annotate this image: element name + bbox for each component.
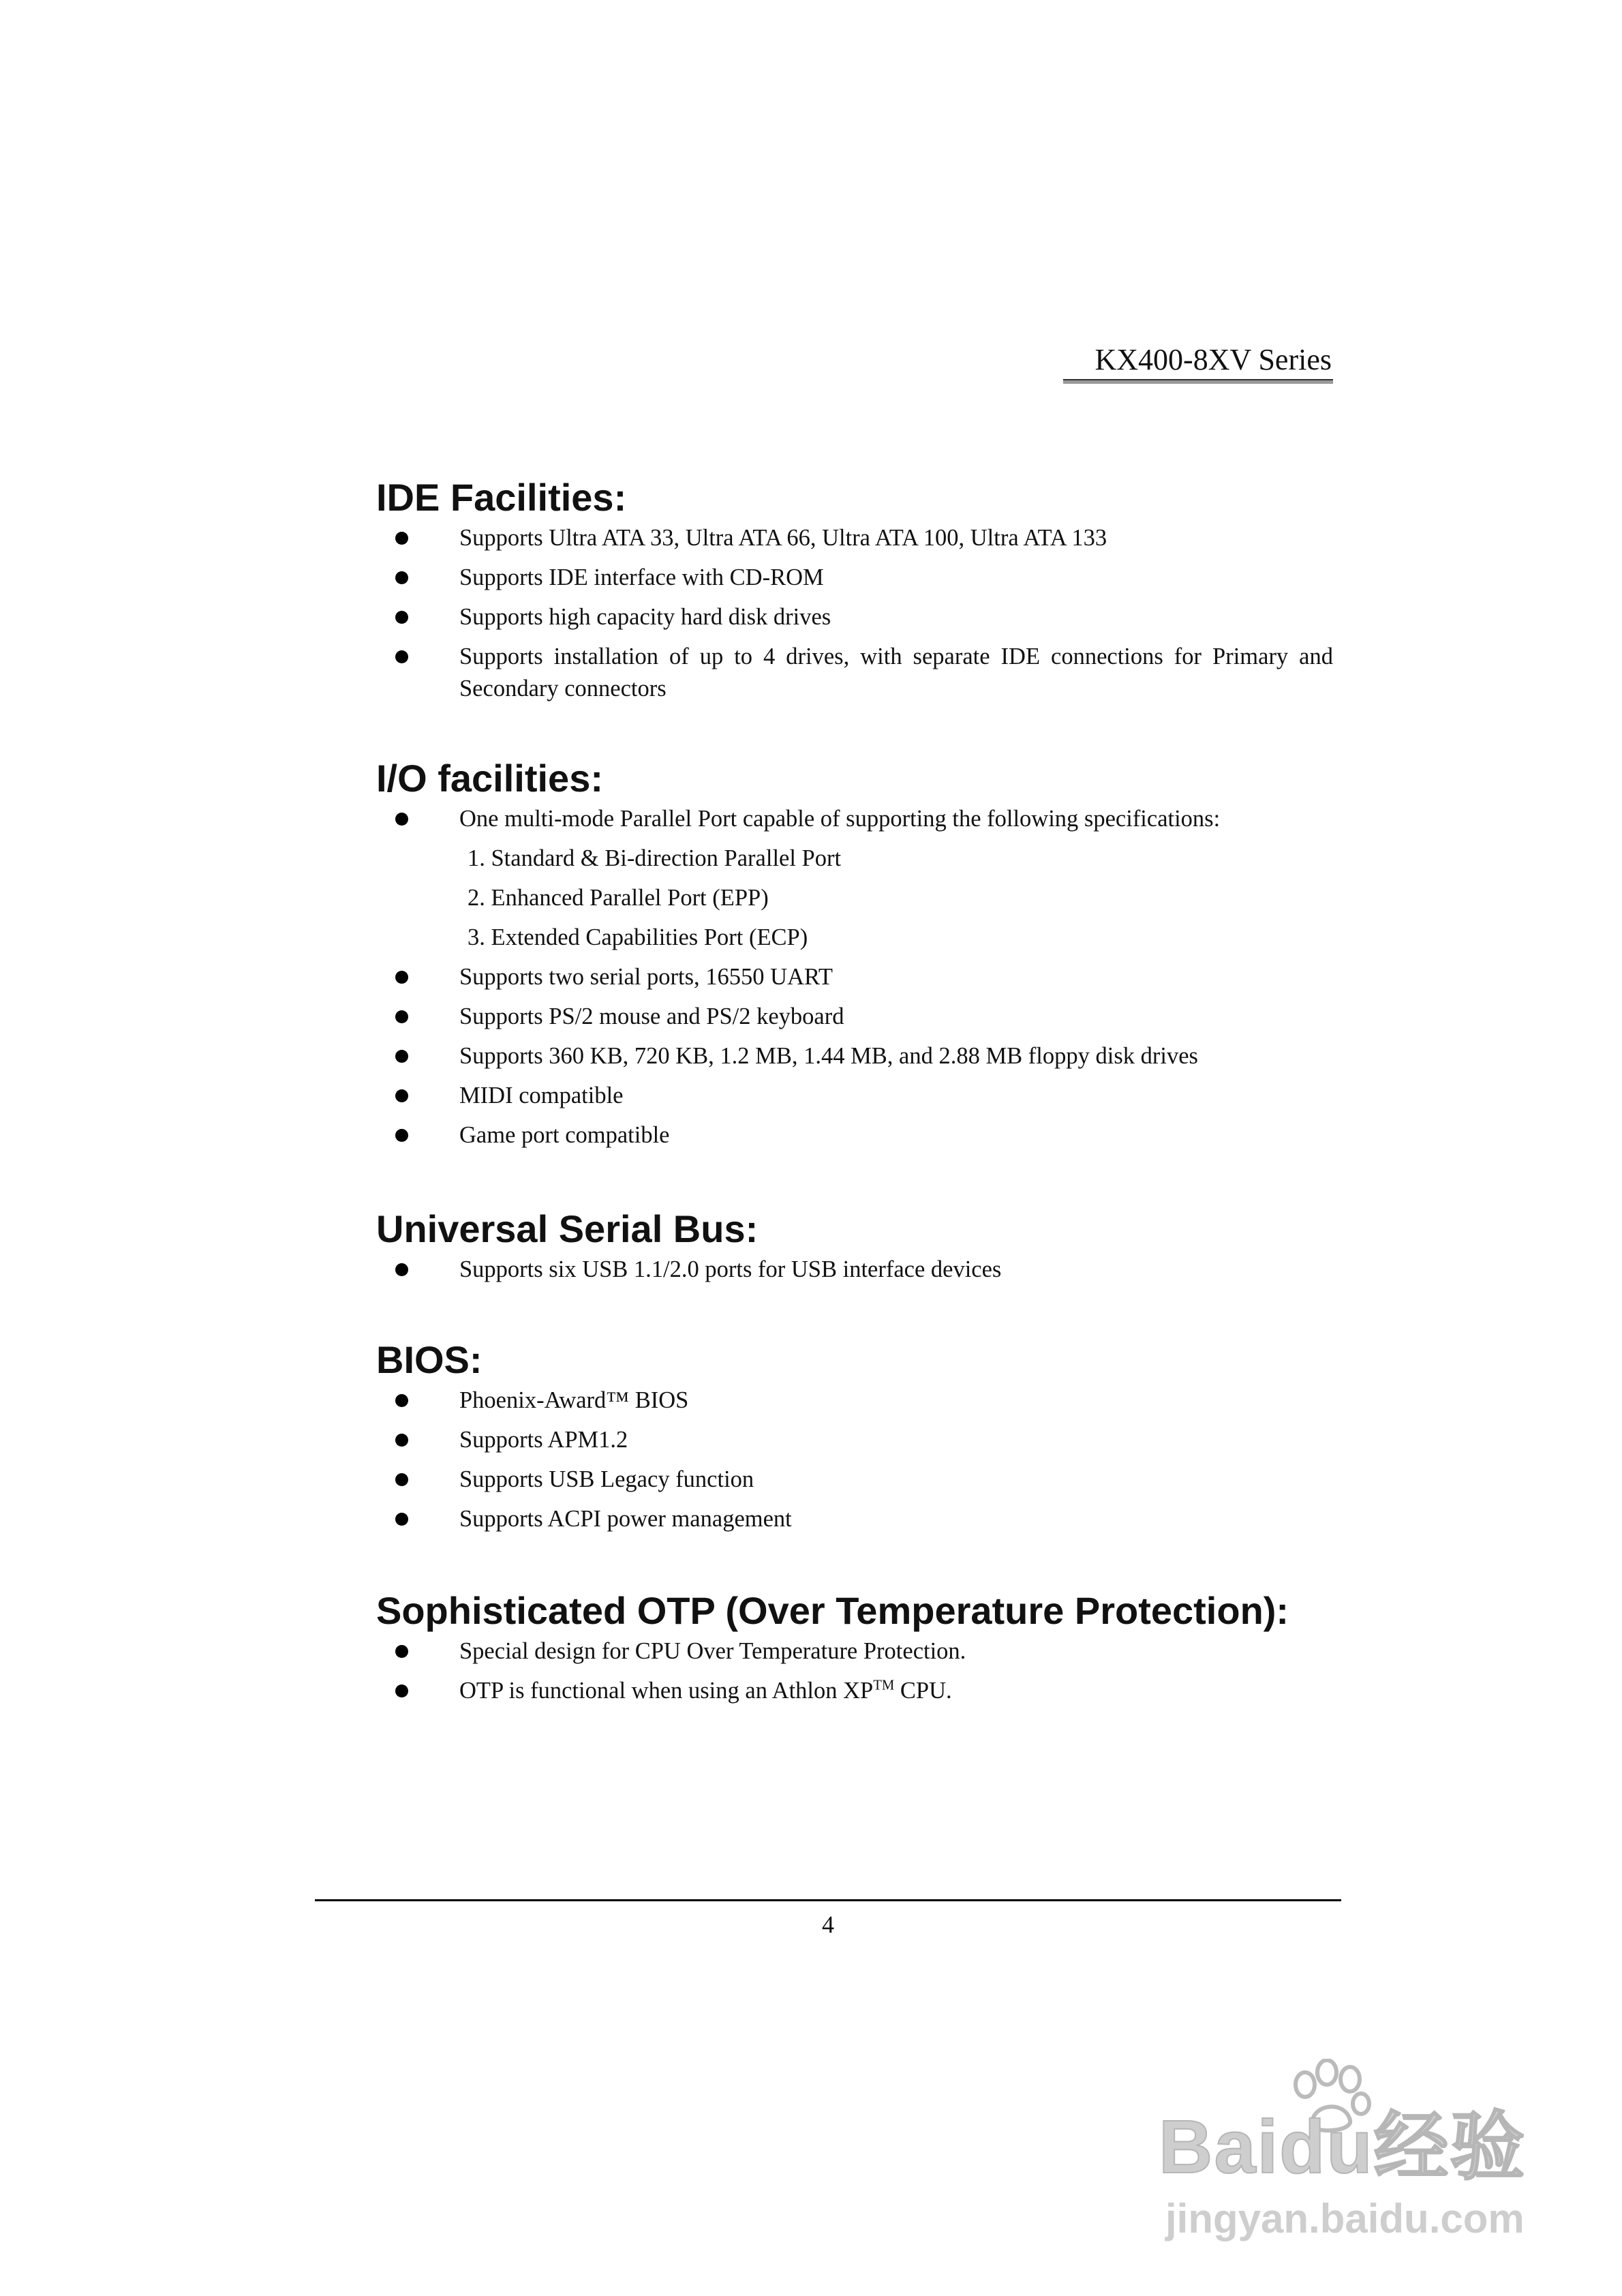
bullet-icon [395,1263,408,1276]
list-item: Supports 360 KB, 720 KB, 1.2 MB, 1.44 MB, and 2.88 MB floppy disk drives [376,1040,1333,1072]
spec-item: 3. Extended Capabilities Port (ECP) [468,924,808,950]
parallel-port-spec-list [376,843,1333,954]
list-item: Special design for CPU Over Temperature Protection. [376,1635,1333,1667]
section-heading-ide: IDE Facilities: [376,476,627,519]
bullet-icon [395,532,408,545]
bullet-icon [395,1010,408,1023]
io-bullet-list [376,803,1333,835]
io-bullet-list-continued [376,961,1333,1151]
ide-bullet-list [376,522,1333,705]
bullet-icon [395,1685,408,1697]
section-io [376,758,1333,1151]
bullet-icon [395,571,408,584]
list-item: Supports IDE interface with CD-ROM [376,562,1333,594]
section-heading-bios: BIOS: [376,1338,483,1381]
spec-item: 1. Standard & Bi-direction Parallel Port [468,845,842,871]
list-item: Supports ACPI power management [376,1503,1333,1535]
list-item: One multi-mode Parallel Port capable of supporting the following specifications: [376,803,1333,835]
baidu-watermark [1159,2059,1567,2263]
watermark-url-text: jingyan.baidu.com [1165,2196,1525,2241]
usb-bullet-list [376,1254,1333,1286]
section-heading-usb: Universal Serial Bus: [376,1207,759,1250]
list-item: Supports installation of up to 4 drives, with separate IDE connections for Primary and Secondary connectors [376,641,1333,705]
header-underline [1063,380,1333,384]
bullet-icon [395,813,408,826]
bullet-icon [395,1089,408,1102]
trademark-superscript: TM [873,1678,895,1693]
list-item: Game port compatible [376,1119,1333,1151]
list-item: Supports APM1.2 [376,1424,1333,1456]
watermark-brand-text: Baidu经验 [1159,2105,1527,2189]
bullet-icon [395,971,408,984]
bullet-icon [395,1050,408,1063]
footer-rule [315,1899,1341,1901]
bullet-icon [395,1513,408,1526]
section-heading-io: I/O facilities: [376,757,603,800]
list-item: Supports Ultra ATA 33, Ultra ATA 66, Ultra ATA 100, Ultra ATA 133 [376,522,1333,554]
list-item: Supports two serial ports, 16550 UART [376,961,1333,993]
list-item: Phoenix-Award™ BIOS [376,1385,1333,1417]
bullet-icon [395,1645,408,1658]
bullet-icon [395,1434,408,1447]
bullet-icon [395,1473,408,1486]
section-bios [376,1340,1333,1535]
spec-item: 2. Enhanced Parallel Port (EPP) [468,885,769,911]
section-otp [376,1590,1333,1707]
otp-bullet-list [376,1635,1333,1707]
list-item: Supports PS/2 mouse and PS/2 keyboard [376,1001,1333,1033]
list-item: Supports six USB 1.1/2.0 ports for USB interface devices [376,1254,1333,1286]
page-number: 4 [822,1911,834,1938]
list-item: Supports high capacity hard disk drives [376,601,1333,633]
running-header-title: KX400-8XV Series [1095,343,1332,376]
section-usb [376,1209,1333,1286]
list-item: Supports USB Legacy function [376,1464,1333,1496]
bios-bullet-list [376,1385,1333,1535]
section-ide [376,477,1333,705]
list-item: MIDI compatible [376,1080,1333,1112]
bullet-icon [395,650,408,663]
section-heading-otp: Sophisticated OTP (Over Temperature Protection): [376,1589,1289,1632]
list-item: OTP is functional when using an Athlon XP™ CPU. [376,1675,1333,1707]
bullet-icon [395,611,408,624]
bullet-icon [395,1129,408,1142]
bullet-icon [395,1394,408,1407]
